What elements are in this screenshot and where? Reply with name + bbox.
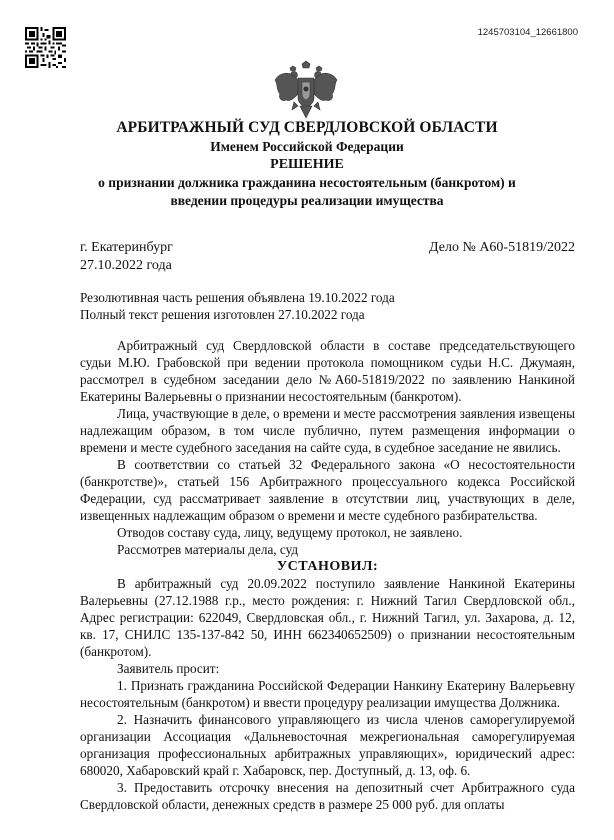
- subject-line-2: введении процедуры реализации имущества: [170, 193, 444, 208]
- document-header: [0, 118, 614, 210]
- paragraph-considered: Рассмотрев материалы дела, суд: [117, 542, 299, 557]
- resolution-announced: Резолютивная часть решения объявлена 19.10.2022 года: [80, 290, 395, 305]
- paragraph-no-challenges: Отводов составу суда, лицу, ведущему протокол, не заявлено.: [117, 525, 463, 540]
- paragraph-composition: Арбитражный суд Свердловской области в составе председательствующего судьи М.Ю. Грабовской при ведении протокола помощником судьи Н.С. Джумаян, рассмотрел в судебном заседании дело №А60-51819/2022 по заявлению Нанкиной Екатерины Валерьевны о признании несостоятельным (банкротом).: [80, 338, 575, 404]
- coat-of-arms-icon: [272, 60, 340, 120]
- paragraph-parties-notified: Лица, участвующие в деле, о времени и месте рассмотрения заявления извещены надлежащим образом, в том числе публично, путем размещения информации о времени и месте судебного заседания на сайте суда, в судебное заседание не явились.: [80, 406, 575, 455]
- established-heading: УСТАНОВИЛ:: [276, 559, 379, 574]
- city-case-row: [80, 239, 575, 257]
- document-body: [80, 337, 575, 813]
- court-name: АРБИТРАЖНЫЙ СУД СВЕРДЛОВСКОЙ ОБЛАСТИ: [116, 119, 498, 136]
- request-item-2: 2. Назначить финансового управляющего из числа членов саморегулируемой организации Ассоциация «Дальневосточная межрегиональная саморегулируемая организация профессиональных арбитражных управляющих», юридический адрес: 680020, Хабаровский край г. Хабаровск, пер. Доступный, д. 13, оф. 6.: [80, 712, 575, 778]
- request-item-3: 3. Предоставить отсрочку внесения на депозитный счет Арбитражного суда Свердловской области, денежных средств в размере 25 000 руб. для оплаты: [80, 780, 575, 812]
- document-title: РЕШЕНИЕ: [270, 157, 344, 172]
- paragraph-legal-basis: В соответствии со статьей 32 Федерального закона «О несостоятельности (банкротстве)», статьей 156 Арбитражного процессуального кодекса Российской Федерации, суд рассматривает заявление в отсутствии лиц, участвующих в деле, извещенных надлежащим образом о времени и месте судебного разбирательства.: [80, 457, 575, 523]
- paragraph-applicant-asks: Заявитель просит:: [117, 661, 220, 676]
- city: г. Екатеринбург: [80, 240, 173, 255]
- full-text-made: Полный текст решения изготовлен 27.10.2022 года: [80, 307, 365, 322]
- subject-line-1: о признании должника гражданина несостоятельным (банкротом) и: [98, 175, 516, 190]
- decision-date: 27.10.2022 года: [80, 258, 172, 273]
- request-item-1: 1. Признать гражданина Российской Федерации Нанкину Екатерину Валерьевну несостоятельным (банкротом) и ввести процедуру реализации имущества Должника.: [80, 678, 575, 710]
- case-number: Дело № А60-51819/2022: [429, 240, 575, 255]
- document-id: 1245703104_12661800: [477, 27, 578, 38]
- name-of-line: Именем Российской Федерации: [210, 139, 404, 154]
- paragraph-application: В арбитражный суд 20.09.2022 поступило заявление Нанкиной Екатерины Валерьевны (27.12.1988 г.р., место рождения: г. Нижний Тагил Свердловской обл., Адрес регистрации: 622049, Свердловская обл., г. Нижний Тагил, ул. Захарова, д. 12, кв. 17, СНИЛС 135-137-842 50, ИНН 662340652509) о признании несостоятельным (банкротом).: [80, 576, 575, 659]
- qr-code-icon: [25, 27, 66, 68]
